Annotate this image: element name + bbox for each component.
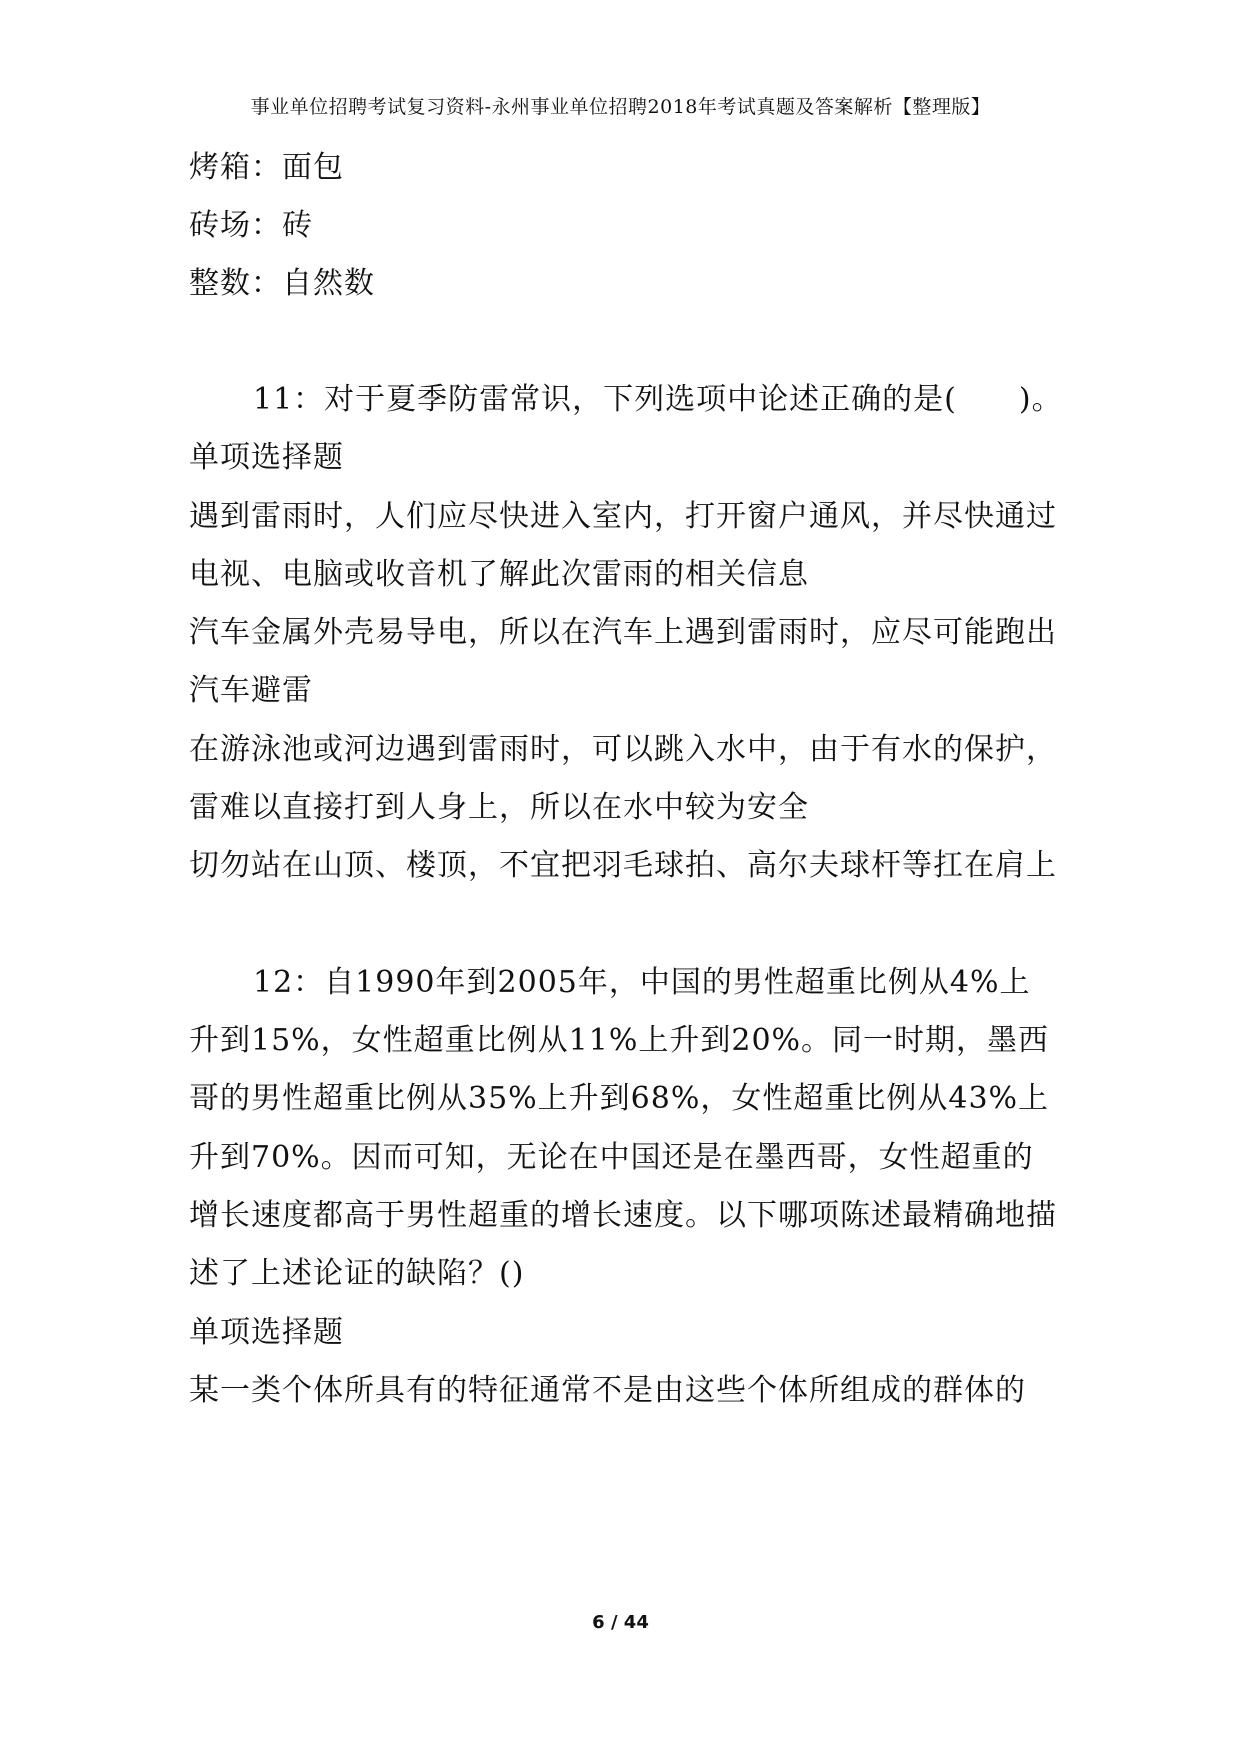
question-12-stem-line-6: 述了上述论证的缺陷？() bbox=[189, 1256, 525, 1291]
question-11-option-b-line-1: 汽车金属外壳易导电，所以在汽车上遇到雷雨时，应尽可能跑出 bbox=[189, 615, 1057, 650]
question-12-stem-line-2: 升到15%，女性超重比例从11%上升到20%。同一时期，墨西 bbox=[189, 1023, 1050, 1058]
question-11-option-a-line-1: 遇到雷雨时，人们应尽快进入室内，打开窗户通风，并尽快通过 bbox=[189, 499, 1057, 534]
question-12-stem-line-1: 12：自1990年到2005年，中国的男性超重比例从4%上 bbox=[253, 965, 1031, 1000]
analogy-line-3: 整数：自然数 bbox=[189, 266, 375, 301]
question-11-option-c-line-2: 雷难以直接打到人身上，所以在水中较为安全 bbox=[189, 790, 809, 825]
analogy-line-1: 烤箱：面包 bbox=[189, 150, 344, 185]
question-11-option-c-line-1: 在游泳池或河边遇到雷雨时，可以跳入水中，由于有水的保护， bbox=[189, 732, 1057, 767]
question-12-stem-line-3: 哥的男性超重比例从35%上升到68%，女性超重比例从43%上 bbox=[189, 1081, 1050, 1116]
analogy-line-2: 砖场：砖 bbox=[189, 208, 313, 243]
question-11-stem: 11：对于夏季防雷常识，下列选项中论述正确的是( )。 bbox=[253, 382, 1063, 417]
question-11-option-d-line-1: 切勿站在山顶、楼顶，不宜把羽毛球拍、高尔夫球杆等扛在肩上 bbox=[189, 848, 1057, 883]
question-12-stem-line-4: 升到70%。因而可知，无论在中国还是在墨西哥，女性超重的 bbox=[189, 1140, 1034, 1175]
page-number: 6 / 44 bbox=[592, 1612, 649, 1633]
question-11-option-a-line-2: 电视、电脑或收音机了解此次雷雨的相关信息 bbox=[189, 557, 809, 592]
page-header: 事业单位招聘考试复习资料-永州事业单位招聘2018年考试真题及答案解析【整理版】 bbox=[250, 96, 991, 118]
question-12-stem-line-5: 增长速度都高于男性超重的增长速度。以下哪项陈述最精确地描 bbox=[189, 1198, 1057, 1233]
question-11-option-b-line-2: 汽车避雷 bbox=[189, 673, 313, 708]
question-12-type: 单项选择题 bbox=[189, 1315, 344, 1350]
question-11-type: 单项选择题 bbox=[189, 440, 344, 475]
question-12-option-a-line-1: 某一类个体所具有的特征通常不是由这些个体所组成的群体的 bbox=[189, 1373, 1026, 1408]
